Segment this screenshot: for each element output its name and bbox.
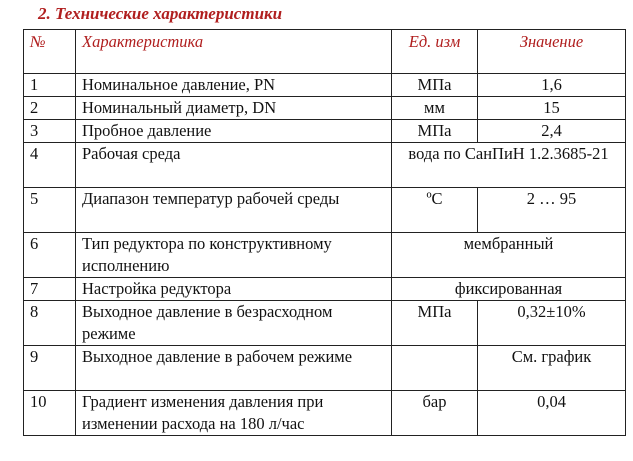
row-value: См. график	[478, 346, 626, 391]
row-num: 8	[24, 301, 76, 346]
table-row	[24, 278, 626, 301]
row-unit: МПа	[392, 301, 478, 346]
row-name: Выходное давление в безрасходном режиме	[76, 301, 392, 346]
row-num: 7	[24, 278, 76, 301]
header-characteristic: Характеристика	[76, 30, 392, 74]
table-header-row	[24, 30, 626, 74]
row-name: Настройка редуктора	[76, 278, 392, 301]
row-unit: ºС	[392, 188, 478, 233]
spec-table	[23, 29, 626, 436]
table-row	[24, 143, 626, 188]
table-row	[24, 301, 626, 346]
row-name: Номинальный диаметр, DN	[76, 97, 392, 120]
row-name: Номинальное давление, PN	[76, 74, 392, 97]
table-row	[24, 97, 626, 120]
table-row	[24, 233, 626, 278]
row-value: 0,32±10%	[478, 301, 626, 346]
row-num: 6	[24, 233, 76, 278]
row-value: мембранный	[392, 233, 626, 278]
row-num: 9	[24, 346, 76, 391]
row-num: 3	[24, 120, 76, 143]
row-value: вода по СанПиН 1.2.3685-21	[392, 143, 626, 188]
row-value: 2,4	[478, 120, 626, 143]
row-value: фиксированная	[392, 278, 626, 301]
table-row	[24, 346, 626, 391]
row-name: Пробное давление	[76, 120, 392, 143]
header-unit: Ед. изм	[392, 30, 478, 74]
table-row	[24, 120, 626, 143]
row-name: Градиент изменения давления при изменении расхода на 180 л/час	[76, 391, 392, 436]
row-num: 5	[24, 188, 76, 233]
section-title: 2. Технические характеристики	[38, 4, 283, 23]
row-num: 10	[24, 391, 76, 436]
row-num: 2	[24, 97, 76, 120]
row-unit: бар	[392, 391, 478, 436]
row-unit: МПа	[392, 120, 478, 143]
row-num: 1	[24, 74, 76, 97]
header-num: №	[24, 30, 76, 74]
row-name: Тип редуктора по конструктивному исполнению	[76, 233, 392, 278]
row-num: 4	[24, 143, 76, 188]
row-unit	[392, 346, 478, 391]
row-value: 1,6	[478, 74, 626, 97]
row-value: 15	[478, 97, 626, 120]
row-unit: МПа	[392, 74, 478, 97]
row-name: Диапазон температур рабочей среды	[76, 188, 392, 233]
table-row	[24, 74, 626, 97]
row-name: Рабочая среда	[76, 143, 392, 188]
row-value: 2 … 95	[478, 188, 626, 233]
row-unit: мм	[392, 97, 478, 120]
table-row	[24, 188, 626, 233]
table-row	[24, 391, 626, 436]
header-value: Значение	[478, 30, 626, 74]
row-value: 0,04	[478, 391, 626, 436]
row-name: Выходное давление в рабочем режиме	[76, 346, 392, 391]
